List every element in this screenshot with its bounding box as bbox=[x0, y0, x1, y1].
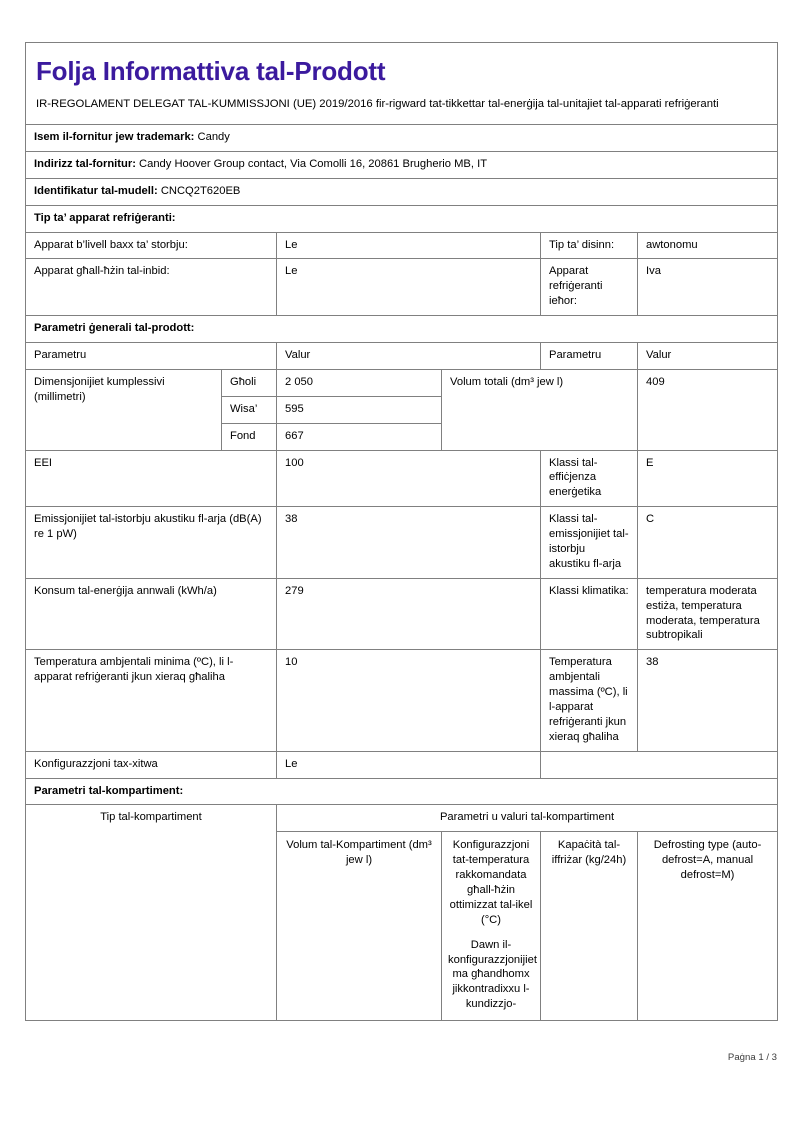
general-parameters-section-title: Parametri ġenerali tal-prodott: bbox=[26, 316, 778, 343]
wine-storage-label: Apparat għall-ħżin tal-inbid: bbox=[26, 259, 277, 316]
total-volume-label: Volum totali (dm³ jew l) bbox=[442, 369, 638, 450]
general-parameter-row bbox=[26, 507, 778, 579]
page-title: Folja Informattiva tal-Prodott bbox=[36, 56, 386, 86]
model-identifier-value: CNCQ2T620EB bbox=[160, 184, 241, 197]
dimension-height-label: Għoli bbox=[222, 369, 277, 396]
noise-emissions-value: 38 bbox=[277, 507, 541, 579]
design-type-value: awtonomu bbox=[638, 232, 778, 259]
header-value-right: Valur bbox=[638, 342, 778, 369]
supplier-name-row bbox=[26, 124, 778, 151]
temp-config-line-2: Dawn il-konfigurazzjonijiet ma għandhomx jikkontradixxu l-kundizzjo- bbox=[448, 938, 537, 1011]
dimension-depth-value: 667 bbox=[277, 423, 442, 450]
general-parameter-row bbox=[26, 578, 778, 650]
model-identifier-label: Identifikatur tal-mudell: bbox=[34, 184, 158, 197]
dimensions-row bbox=[26, 369, 778, 396]
header-parameter-left: Parametru bbox=[26, 342, 277, 369]
model-identifier-cell bbox=[26, 178, 778, 205]
compartment-temp-config-column-header bbox=[442, 832, 541, 1021]
subtitle-row bbox=[26, 90, 778, 125]
dimension-height-value: 2 050 bbox=[277, 369, 442, 396]
supplier-address-value: Candy Hoover Group contact, Via Comolli 16, 20861 Brugherio MB, IT bbox=[139, 157, 488, 170]
page-footer: Paġna 1 / 3 bbox=[727, 1052, 777, 1063]
climate-class-value: temperatura moderata estiża, temperatura moderata, temperatura subtropikali bbox=[638, 578, 778, 650]
general-parameters-section-row bbox=[26, 316, 778, 343]
wine-storage-value: Le bbox=[277, 259, 541, 316]
climate-class-label: Klassi klimatika: bbox=[541, 578, 638, 650]
compartment-type-column-header: Tip tal-kompartiment bbox=[26, 805, 277, 1021]
title-row bbox=[26, 43, 778, 90]
annual-energy-consumption-label: Konsum tal-enerġija annwali (kWh/a) bbox=[26, 578, 277, 650]
compartment-values-group-header: Parametri u valuri tal-kompartiment bbox=[277, 805, 778, 832]
winter-configuration-empty bbox=[541, 751, 778, 778]
noise-emissions-label: Emissjonijiet tal-istorbju akustiku fl-arja (dB(A) re 1 pW) bbox=[26, 507, 277, 579]
supplier-name-label: Isem il-fornitur jew trademark: bbox=[34, 130, 195, 143]
other-refrigerating-label: Apparat refriġeranti ieħor: bbox=[541, 259, 638, 316]
eei-label: EEI bbox=[26, 450, 277, 507]
low-noise-label: Apparat b’livell baxx ta’ storbju: bbox=[26, 232, 277, 259]
supplier-name-cell bbox=[26, 124, 778, 151]
energy-efficiency-class-label: Klassi tal-effiċjenza enerġetika bbox=[541, 450, 638, 507]
max-ambient-temperature-label: Temperatura ambjentali massima (ºC), li l-apparat refriġeranti jkun xieraq għaliha bbox=[541, 650, 638, 751]
min-ambient-temperature-value: 10 bbox=[277, 650, 541, 751]
dimension-depth-label: Fond bbox=[222, 423, 277, 450]
product-fiche-table bbox=[25, 42, 778, 1021]
appliance-type-section-row bbox=[26, 205, 778, 232]
compartment-parameters-section-title: Parametri tal-kompartiment: bbox=[26, 778, 778, 805]
eei-value: 100 bbox=[277, 450, 541, 507]
general-parameter-row bbox=[26, 450, 778, 507]
compartment-freezing-capacity-column-header: Kapaċità tal-iffriżar (kg/24h) bbox=[541, 832, 638, 1021]
energy-efficiency-class-value: E bbox=[638, 450, 778, 507]
other-refrigerating-value: Iva bbox=[638, 259, 778, 316]
general-parameter-row bbox=[26, 650, 778, 751]
appliance-type-row bbox=[26, 259, 778, 316]
design-type-label: Tip ta’ disinn: bbox=[541, 232, 638, 259]
dimension-width-label: Wisa’ bbox=[222, 396, 277, 423]
max-ambient-temperature-value: 38 bbox=[638, 650, 778, 751]
model-identifier-row bbox=[26, 178, 778, 205]
winter-configuration-value: Le bbox=[277, 751, 541, 778]
total-volume-value: 409 bbox=[638, 369, 778, 450]
compartment-parameters-section-row bbox=[26, 778, 778, 805]
compartment-defrosting-column-header: Defrosting type (auto-defrost=A, manual defrost=M) bbox=[638, 832, 778, 1021]
noise-emission-class-value: C bbox=[638, 507, 778, 579]
general-parameters-header-row bbox=[26, 342, 778, 369]
dimensions-label: Dimensjonijiet kumplessivi (millimetri) bbox=[26, 369, 222, 450]
supplier-name-value: Candy bbox=[197, 130, 230, 143]
supplier-address-label: Indirizz tal-fornitur: bbox=[34, 157, 136, 170]
header-parameter-right: Parametru bbox=[541, 342, 638, 369]
subtitle-cell bbox=[26, 90, 778, 125]
header-value-left: Valur bbox=[277, 342, 541, 369]
noise-emission-class-label: Klassi tal-emissjonijiet tal-istorbju akustiku fl-arja bbox=[541, 507, 638, 579]
low-noise-value: Le bbox=[277, 232, 541, 259]
temp-config-line-1: Konfigurazzjoni tat-temperatura rakkomandata għall-ħżin ottimizzat tal-ikel (°C) bbox=[449, 839, 533, 926]
winter-configuration-label: Konfigurazzjoni tax-xitwa bbox=[26, 751, 277, 778]
supplier-address-row bbox=[26, 151, 778, 178]
compartment-volume-column-header: Volum tal-Kompartiment (dm³ jew l) bbox=[277, 832, 442, 1021]
winter-configuration-row bbox=[26, 751, 778, 778]
min-ambient-temperature-label: Temperatura ambjentali minima (ºC), li l-apparat refriġeranti jkun xieraq għaliha bbox=[26, 650, 277, 751]
appliance-type-section-title: Tip ta’ apparat refriġeranti: bbox=[26, 205, 778, 232]
dimension-width-value: 595 bbox=[277, 396, 442, 423]
supplier-address-cell bbox=[26, 151, 778, 178]
title-cell bbox=[26, 43, 778, 90]
compartment-group-header-row bbox=[26, 805, 778, 832]
regulation-subtitle: IR-REGOLAMENT DELEGAT TAL-KUMMISSJONI (UE) 2019/2016 fir-rigward tat-tikkettar tal-enerġija tal-unitajiet tal-apparati refriġeranti bbox=[36, 97, 719, 110]
annual-energy-consumption-value: 279 bbox=[277, 578, 541, 650]
appliance-type-row bbox=[26, 232, 778, 259]
